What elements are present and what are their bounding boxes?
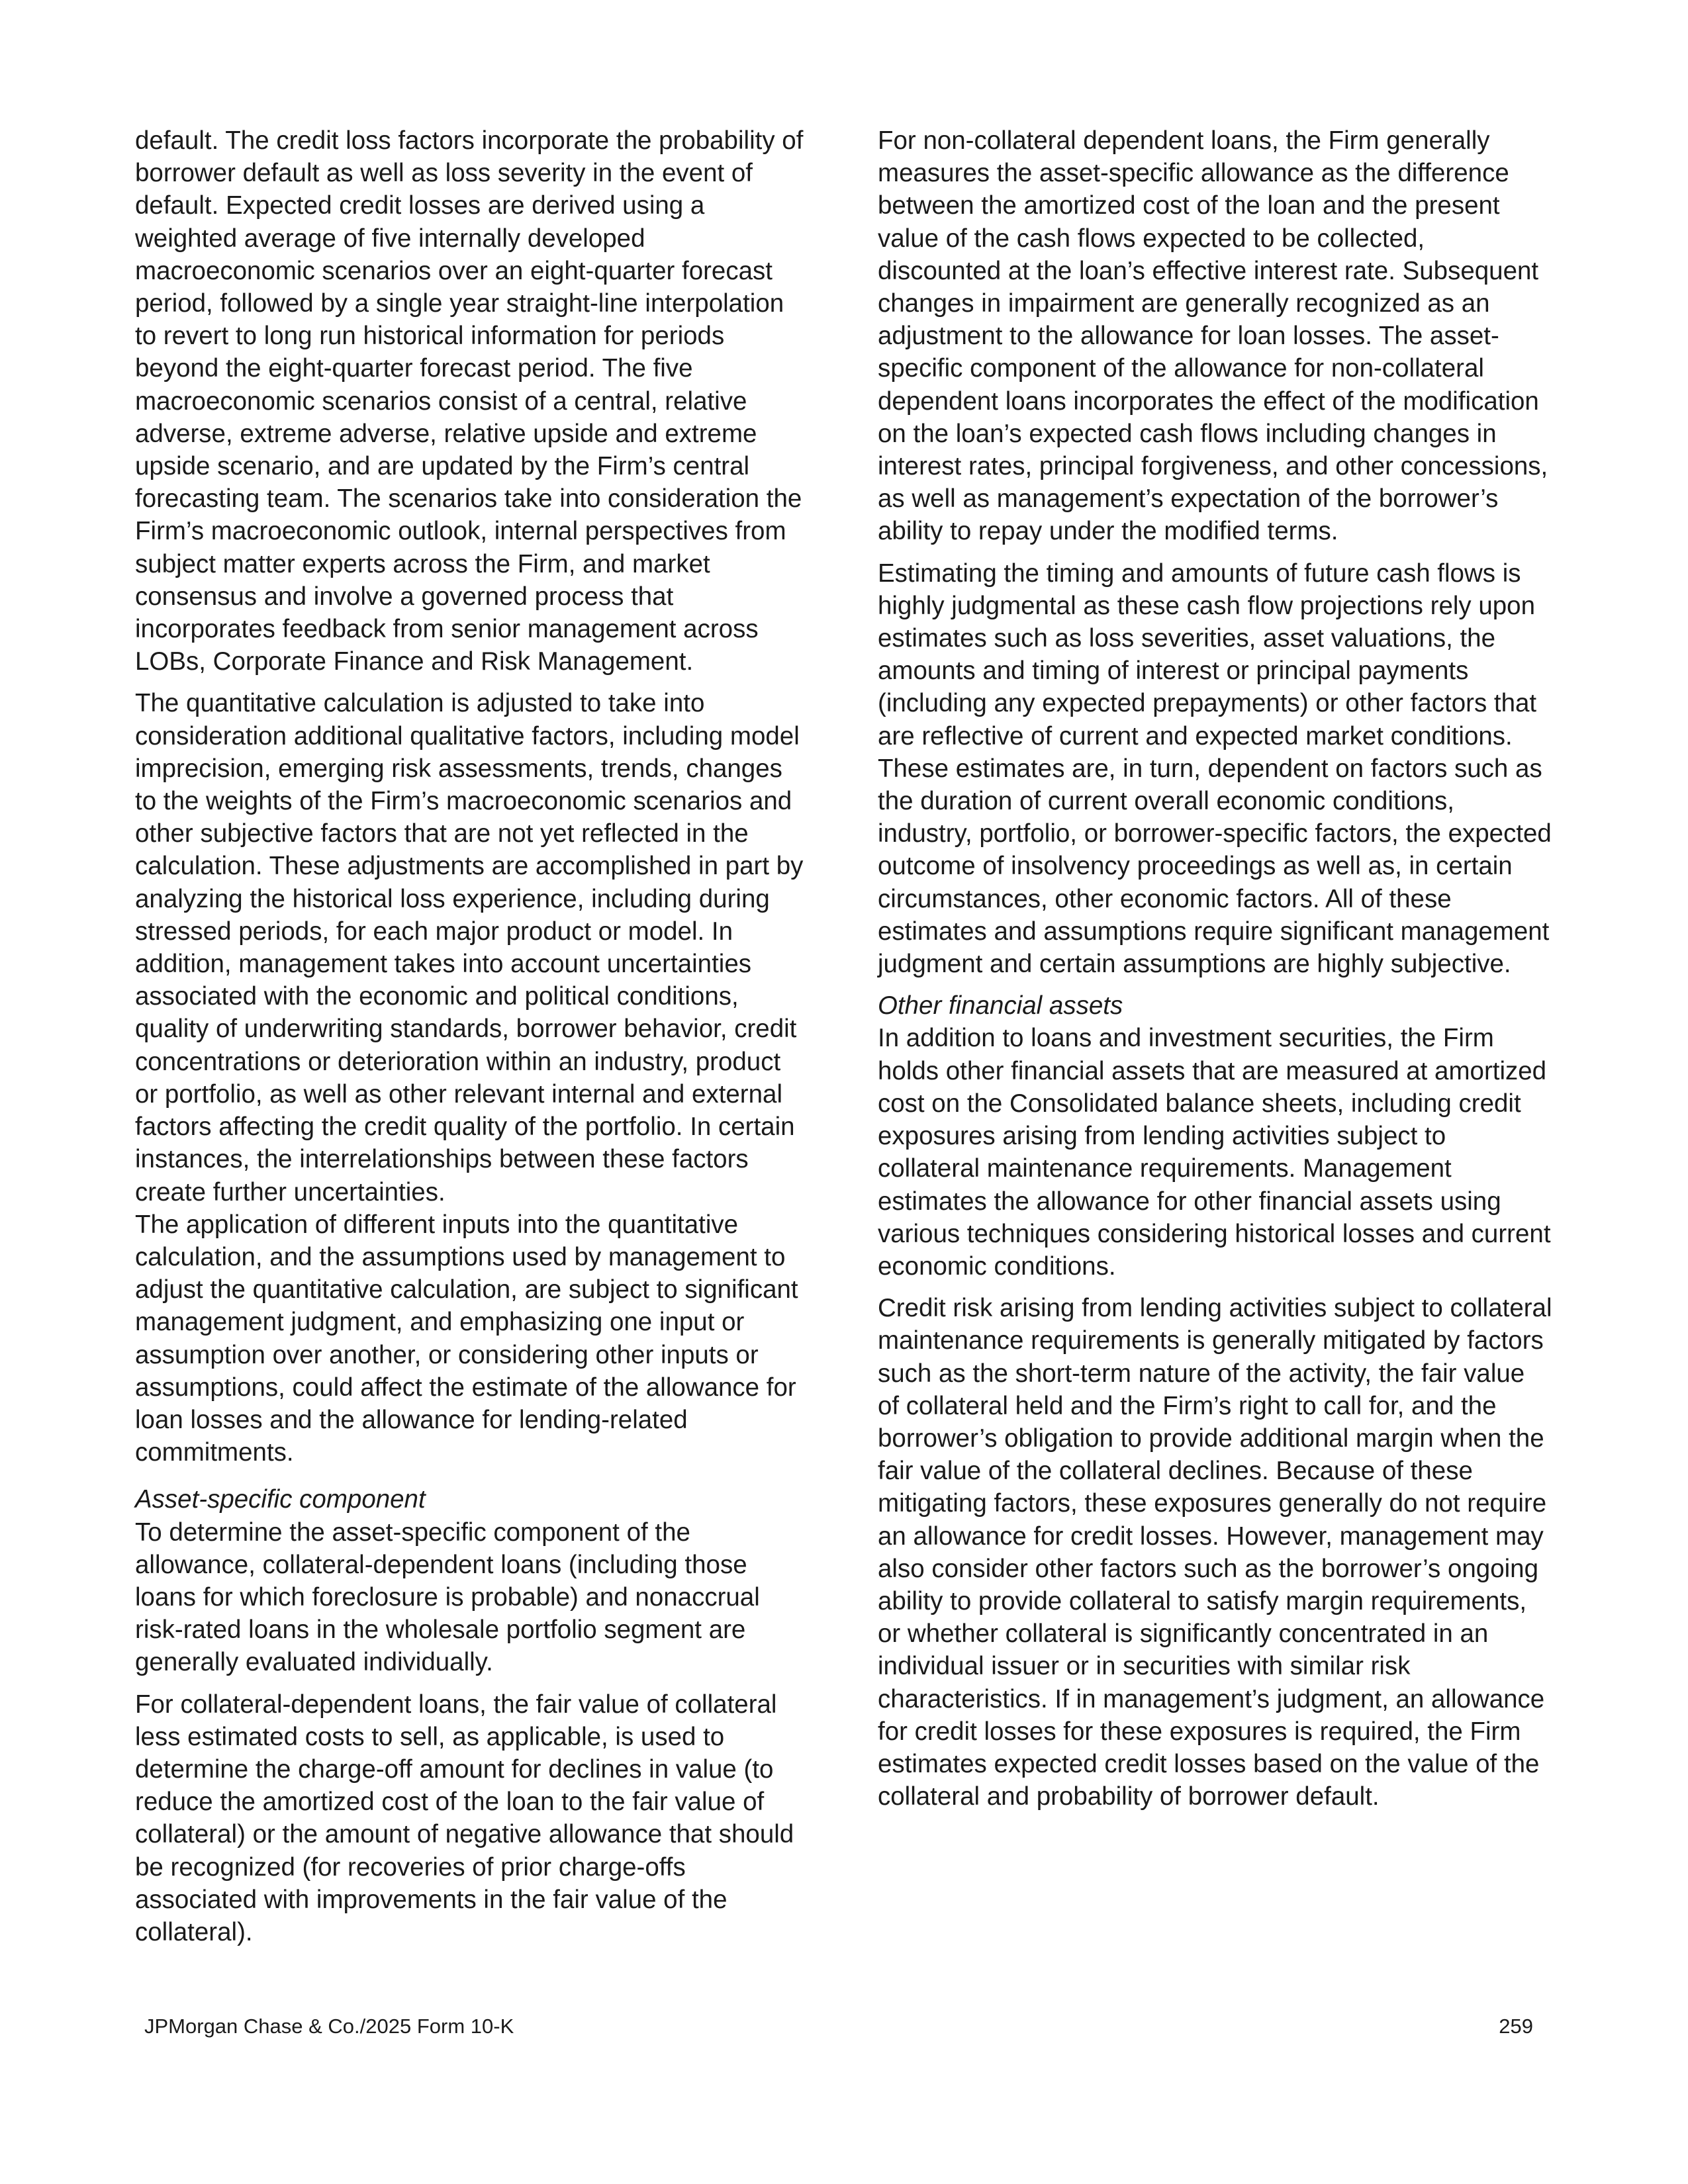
paragraph-other-financial-assets: In addition to loans and investment securities, the Firm holds other financial assets that are measured at amortized cost on the Consolidated balance sheets, including credit exposures arising from lending activities subject to collateral maintenance requirements. Management estimates the allowance for other financial assets using various techniques considering historical losses and current economic conditions. — [878, 1024, 1551, 1281]
paragraph-collateral-dependent-loans: For collateral-dependent loans, the fair value of collateral less estimated costs to sell, as applicable, is used to determine the charge-off amount for declines in value (to reduce the amortized cost of the loan to the fair value of collateral) or the amount of negative allowance that should be recognized (for recoveries of prior charge-offs associated with improvements in the fair value of the collateral). — [135, 1690, 794, 1946]
subheading-asset-specific-component: Asset-specific component — [135, 1485, 426, 1514]
paragraph-credit-risk-lending: Credit risk arising from lending activities subject to collateral maintenance requirements is generally mitigated by factors such as the short-term nature of the activity, the fair value of collateral held and the Firm’s right to call for, and the borrower’s obligation to provide additional margin when the fair value of the collateral declines. Because of these mitigating factors, these exposures generally do not require an allowance for credit losses. However, management may also consider other factors such as the borrower’s ongoing ability to provide collateral to satisfy margin requirements, or whether collateral is significantly concentrated in an individual issuer or in securities with similar risk characteristics. If in management’s judgment, an allowance for credit losses for these exposures is required, the Firm estimates expected credit losses based on the value of the collateral and probability of borrower default. — [878, 1294, 1552, 1811]
right-column — [878, 124, 1553, 1822]
paragraph-asset-specific-intro: To determine the asset-specific component of the allowance, collateral-dependent loans (including those loans for which foreclosure is probable) and nonaccrual risk-rated loans in the wholesale portfolio segment are generally evaluated individually. — [135, 1518, 760, 1677]
paragraph-quantitative-adjustments: The quantitative calculation is adjusted to take into consideration additional qualitative factors, including model imprecision, emerging risk assessments, trends, changes to the weights of the Firm’s macroeconomic scenarios and other subjective factors that are not yet reflected in the calculation. These adjustments are accomplished in part by analyzing the historical loss experience, including during stressed periods, for each major product or model. In addition, management takes into account uncertainties associated with the economic and political conditions, quality of underwriting standards, borrower behavior, credit concentrations or deterioration within an industry, product or portfolio, as well as other relevant internal and external factors affecting the credit quality of the portfolio. In certain instances, the interrelationships between these factors create further uncertainties. — [135, 689, 804, 1206]
paragraph-cash-flow-estimates: Estimating the timing and amounts of future cash flows is highly judgmental as these cash flow projections rely upon estimates such as loss severities, asset valuations, the amounts and timing of interest or principal payments (including any expected prepayments) or other factors that are reflective of current and expected market conditions. These estimates are, in turn, dependent on factors such as the duration of current overall economic conditions, industry, portfolio, or borrower-specific factors, the expected outcome of insolvency proceedings as well as, in certain circumstances, other economic factors. All of these estimates and assumptions require significant management judgment and certain assumptions are highly subjective. — [878, 559, 1552, 979]
subheading-other-financial-assets: Other financial assets — [878, 991, 1123, 1021]
paragraph-non-collateral-dependent-loans: For non-collateral dependent loans, the Firm generally measures the asset-specific allowance as the difference between the amortized cost of the loan and the present value of the cash flows expected to be collected, discounted at the loan’s effective interest rate. Subsequent changes in impairment are generally recognized as an adjustment to the allowance for loan losses. The asset-specific component of the allowance for non-collateral dependent loans incorporates the effect of the modification on the loan’s expected cash flows including changes in interest rates, principal forgiveness, and other concessions, as well as management’s expectation of the borrower’s ability to repay under the modified terms. — [878, 126, 1548, 546]
paragraph-credit-loss-factors: default. The credit loss factors incorporate the probability of borrower default as well as loss severity in the event of default. Expected credit losses are derived using a weighted average of five internally developed macroeconomic scenarios over an eight-quarter forecast period, followed by a single year straight-line interpolation to revert to long run historical information for periods beyond the eight-quarter forecast period. The five macroeconomic scenarios consist of a central, relative adverse, extreme adverse, relative upside and extreme upside scenario, and are updated by the Firm’s central forecasting team. The scenarios take into consideration the Firm’s macroeconomic outlook, internal perspectives from subject matter experts across the Firm, and market consensus and involve a governed process that incorporates feedback from senior management across LOBs, Corporate Finance and Risk Management. — [135, 126, 804, 676]
left-column — [135, 124, 810, 1958]
footer-source: JPMorgan Chase & Co./2025 Form 10-K — [144, 2015, 514, 2038]
page-number: 259 — [1499, 2015, 1533, 2038]
paragraph-inputs-assumptions: The application of different inputs into the quantitative calculation, and the assumptions used by management to adjust the quantitative calculation, are subject to significant management judgment, and emphasizing one input or assumption over another, or considering other inputs or assumptions, could affect the estimate of the allowance for loan losses and the allowance for lending-related commitments. — [135, 1210, 798, 1467]
